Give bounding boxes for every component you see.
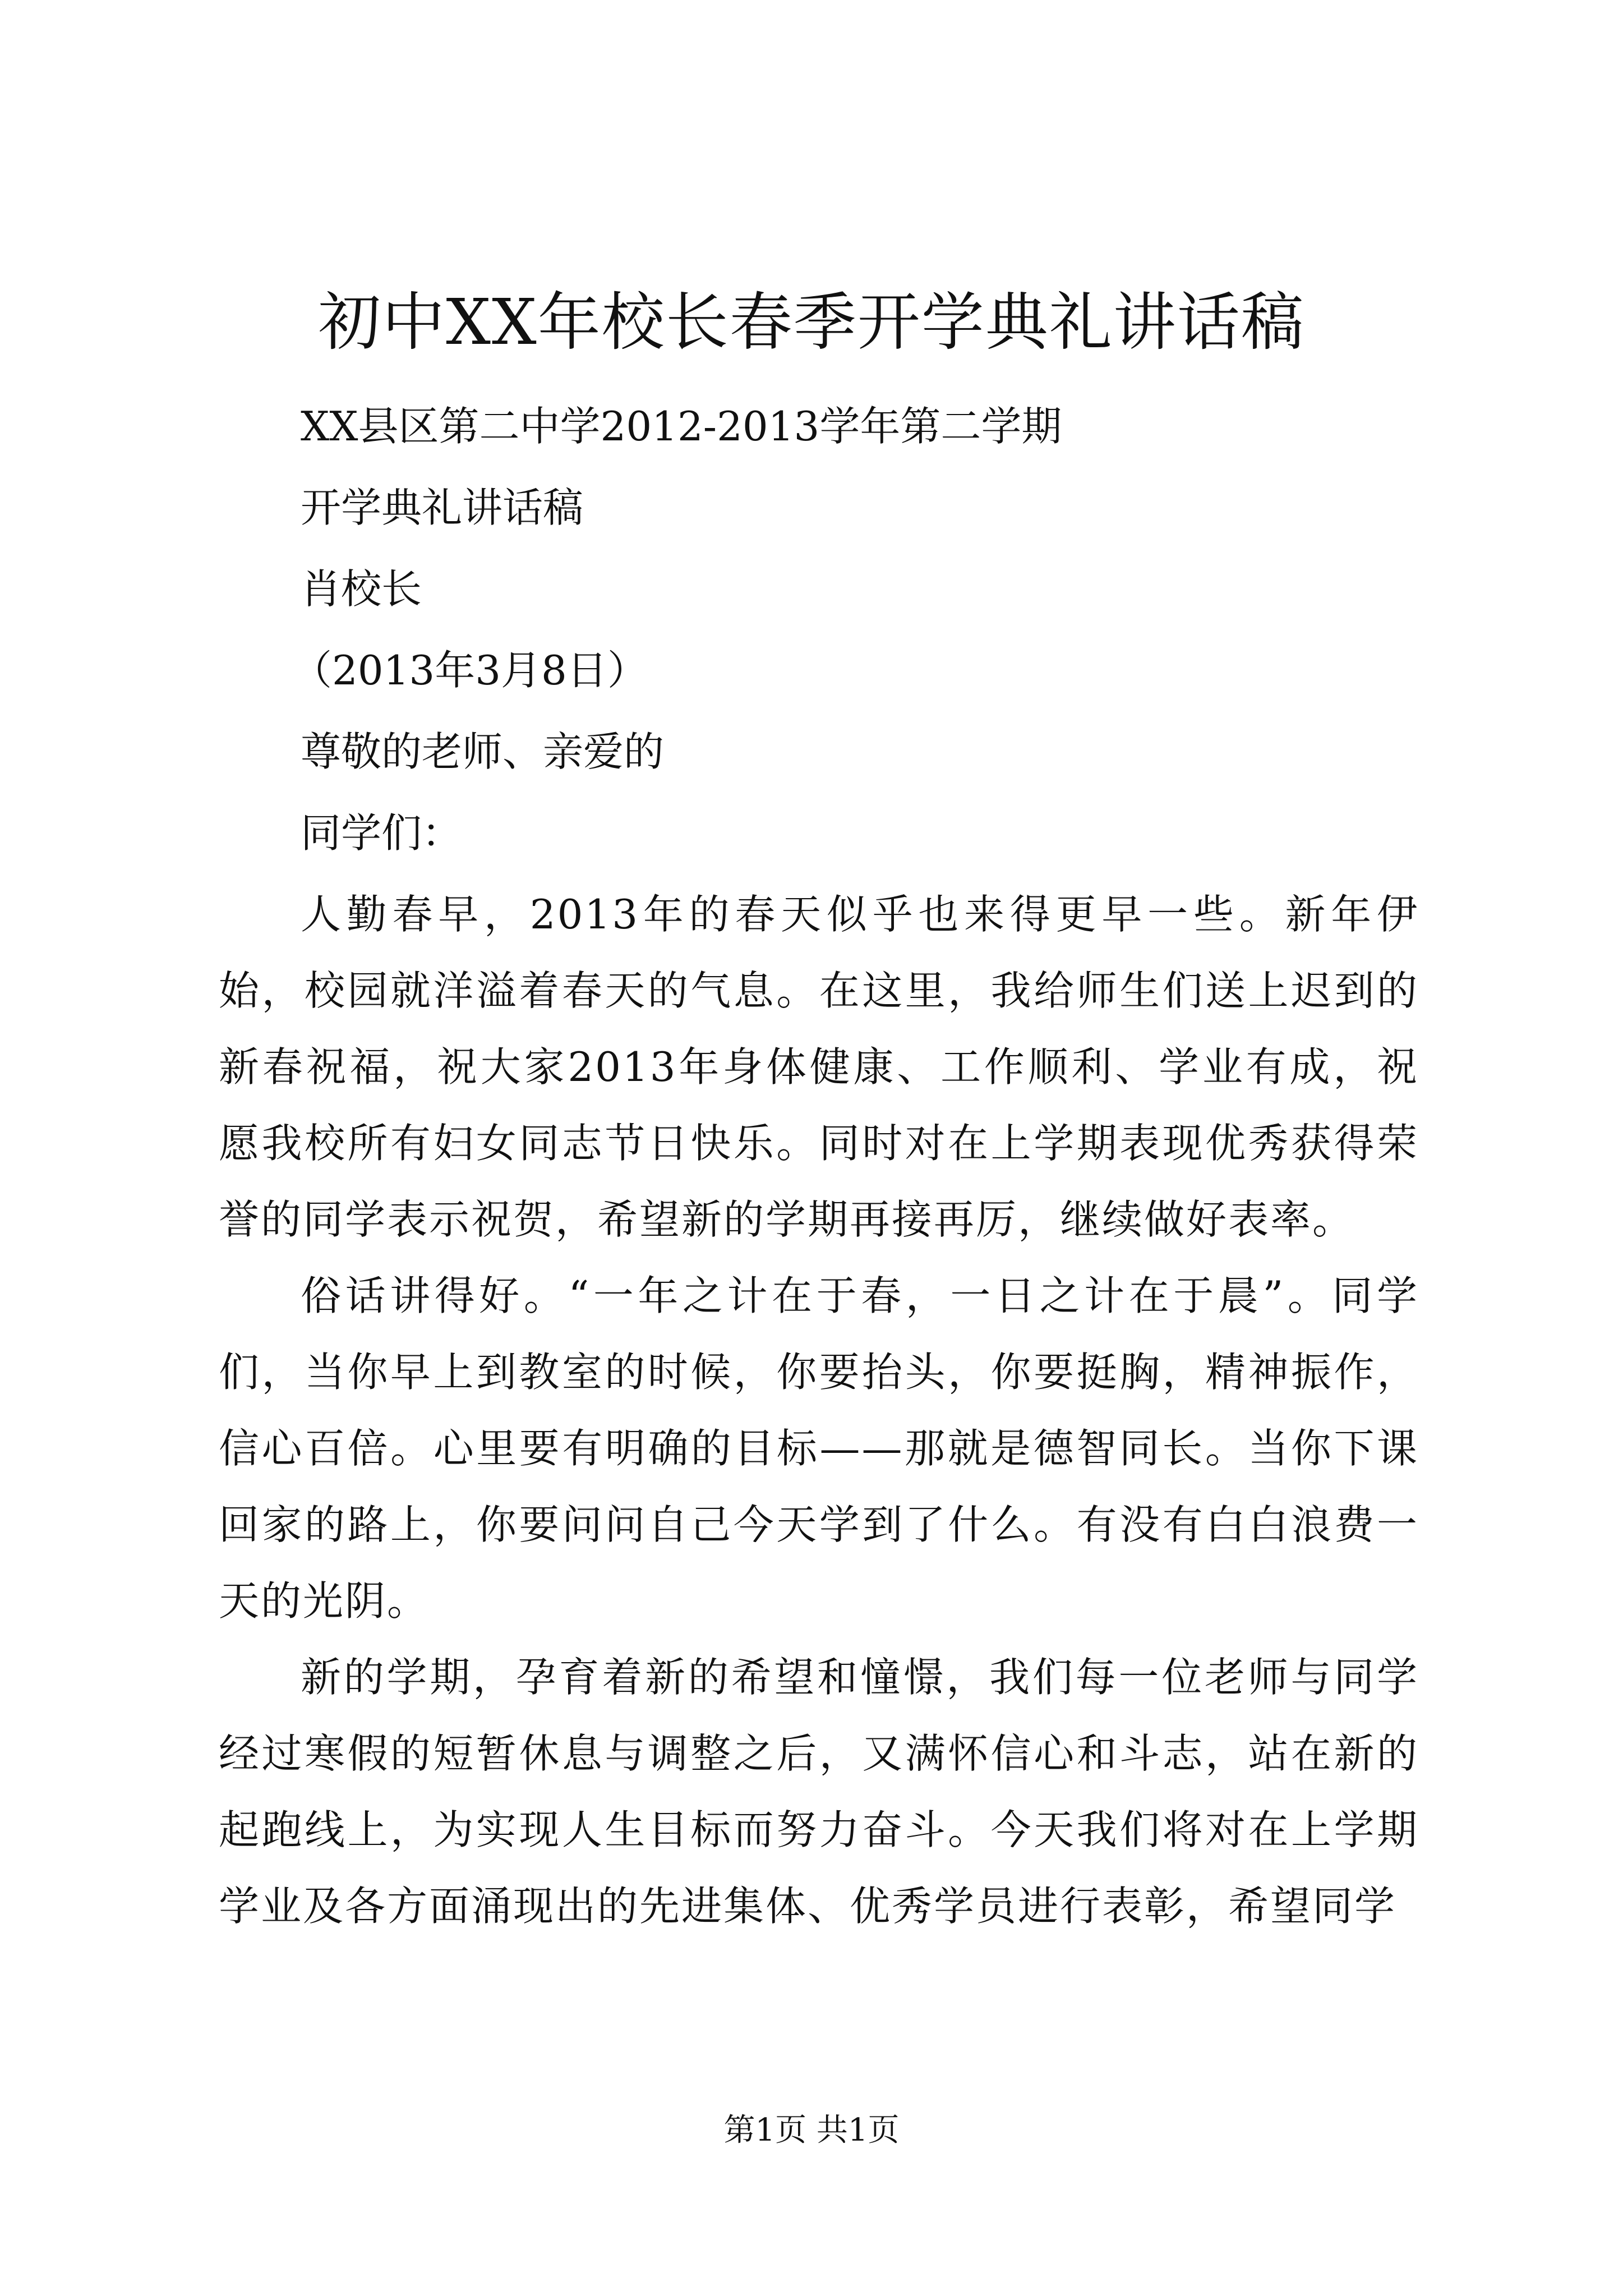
salutation-line-2: 同学们： xyxy=(301,809,463,857)
document-title: 初中XX年校长春季开学典礼讲话稿 xyxy=(318,286,1305,359)
school-line: XX县区第二中学2012-2013学年第二学期 xyxy=(301,403,1062,450)
speaker-name: 肖校长 xyxy=(301,565,422,613)
page-footer: 第1页 共1页 xyxy=(723,2112,900,2148)
paragraph-2: 俗话讲得好。“一年之计在于春，一日之计在于晨”。同学们，当你早上到教室的时候，你要抬头，你要挺胸，精神振作，信心百倍。心里要有明确的目标——那就是德智同长。当你下课回家的路上，你要问问自己今天学到了什么。有没有白白浪费一天的光阴。 xyxy=(219,1272,1419,1625)
speech-body xyxy=(219,876,1419,1944)
speech-date: （2013年3月8日） xyxy=(292,647,648,694)
salutation-line-1: 尊敬的老师、亲爱的 xyxy=(301,728,665,775)
speech-subtitle: 开学典礼讲话稿 xyxy=(301,484,584,531)
paragraph-1: 人勤春早，2013年的春天似乎也来得更早一些。新年伊始，校园就洋溢着春天的气息。在这里，我给师生们送上迟到的新春祝福，祝大家2013年身体健康、工作顺利、学业有成，祝愿我校所有妇女同志节日快乐。同时对在上学期表现优秀获得荣誉的同学表示祝贺，希望新的学期再接再厉，继续做好表率。 xyxy=(219,891,1419,1243)
paragraph-3: 新的学期，孕育着新的希望和憧憬，我们每一位老师与同学经过寒假的短暂休息与调整之后，又满怀信心和斗志，站在新的起跑线上，为实现人生目标而努力奋斗。今天我们将对在上学期学业及各方面涌现出的先进集体、优秀学员进行表彰，希望同学 xyxy=(219,1654,1419,1930)
